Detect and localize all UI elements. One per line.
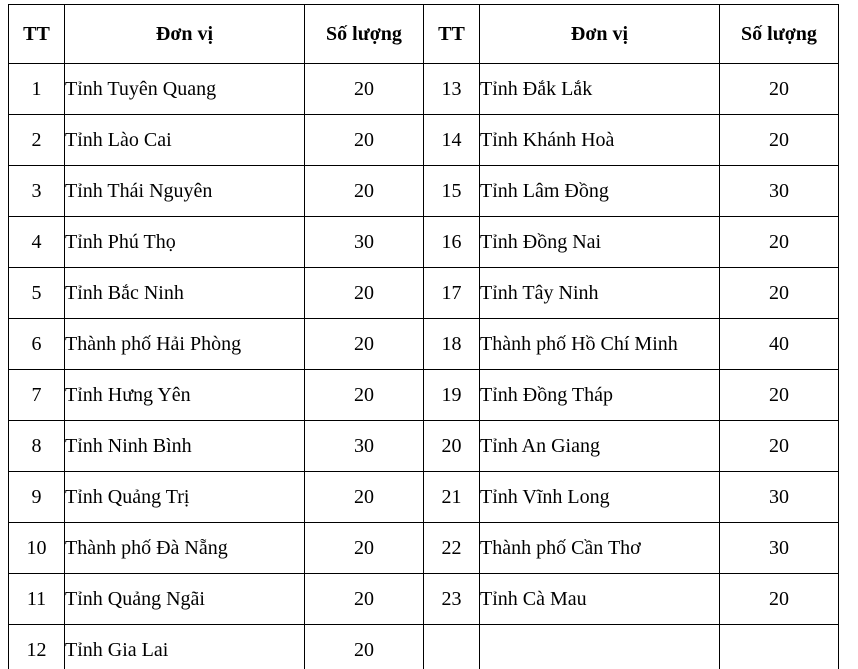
allocation-table bbox=[8, 4, 839, 669]
row-number-right: 13 bbox=[424, 64, 480, 115]
quantity-right bbox=[720, 625, 839, 669]
column-header-qty-right: Số lượng bbox=[720, 5, 839, 64]
quantity-left: 20 bbox=[305, 370, 424, 421]
table-row bbox=[9, 268, 839, 319]
unit-name-right: Tỉnh Vĩnh Long bbox=[480, 472, 720, 523]
table-row bbox=[9, 472, 839, 523]
unit-name-left: Tỉnh Hưng Yên bbox=[65, 370, 305, 421]
table-row bbox=[9, 64, 839, 115]
quantity-left: 20 bbox=[305, 64, 424, 115]
row-number-left: 7 bbox=[9, 370, 65, 421]
row-number-left: 4 bbox=[9, 217, 65, 268]
row-number-right: 20 bbox=[424, 421, 480, 472]
column-header-tt-left: TT bbox=[9, 5, 65, 64]
quantity-left: 20 bbox=[305, 319, 424, 370]
quantity-left: 20 bbox=[305, 166, 424, 217]
quantity-right: 30 bbox=[720, 523, 839, 574]
quantity-right: 30 bbox=[720, 472, 839, 523]
table-row bbox=[9, 166, 839, 217]
row-number-left: 8 bbox=[9, 421, 65, 472]
quantity-right: 20 bbox=[720, 268, 839, 319]
column-header-unit-right: Đơn vị bbox=[480, 5, 720, 64]
row-number-left: 2 bbox=[9, 115, 65, 166]
quantity-left: 20 bbox=[305, 574, 424, 625]
unit-name-left: Tỉnh Lào Cai bbox=[65, 115, 305, 166]
column-header-unit-left: Đơn vị bbox=[65, 5, 305, 64]
unit-name-right: Tỉnh Đắk Lắk bbox=[480, 64, 720, 115]
row-number-left: 5 bbox=[9, 268, 65, 319]
table-header-row bbox=[9, 5, 839, 64]
unit-name-left: Tỉnh Thái Nguyên bbox=[65, 166, 305, 217]
quantity-right: 20 bbox=[720, 574, 839, 625]
row-number-right: 17 bbox=[424, 268, 480, 319]
quantity-left: 30 bbox=[305, 421, 424, 472]
table-body bbox=[9, 64, 839, 669]
table-row bbox=[9, 370, 839, 421]
unit-name-right: Tỉnh An Giang bbox=[480, 421, 720, 472]
unit-name-right: Tỉnh Khánh Hoà bbox=[480, 115, 720, 166]
quantity-right: 20 bbox=[720, 115, 839, 166]
table-row bbox=[9, 574, 839, 625]
quantity-right: 20 bbox=[720, 370, 839, 421]
quantity-left: 20 bbox=[305, 268, 424, 319]
row-number-right: 16 bbox=[424, 217, 480, 268]
table-row bbox=[9, 319, 839, 370]
unit-name-right: Tỉnh Lâm Đồng bbox=[480, 166, 720, 217]
unit-name-right: Tỉnh Cà Mau bbox=[480, 574, 720, 625]
unit-name-right: Thành phố Cần Thơ bbox=[480, 523, 720, 574]
unit-name-right: Tỉnh Đồng Tháp bbox=[480, 370, 720, 421]
row-number-left: 10 bbox=[9, 523, 65, 574]
quantity-right: 40 bbox=[720, 319, 839, 370]
unit-name-left: Tỉnh Phú Thọ bbox=[65, 217, 305, 268]
row-number-right: 21 bbox=[424, 472, 480, 523]
quantity-right: 20 bbox=[720, 421, 839, 472]
unit-name-left: Tỉnh Ninh Bình bbox=[65, 421, 305, 472]
unit-name-left: Thành phố Hải Phòng bbox=[65, 319, 305, 370]
row-number-right: 23 bbox=[424, 574, 480, 625]
row-number-right: 19 bbox=[424, 370, 480, 421]
unit-name-left: Thành phố Đà Nẵng bbox=[65, 523, 305, 574]
column-header-qty-left: Số lượng bbox=[305, 5, 424, 64]
row-number-left: 1 bbox=[9, 64, 65, 115]
table-header bbox=[9, 5, 839, 64]
quantity-left: 30 bbox=[305, 217, 424, 268]
row-number-left: 12 bbox=[9, 625, 65, 669]
unit-name-right bbox=[480, 625, 720, 669]
table-row bbox=[9, 523, 839, 574]
quantity-left: 20 bbox=[305, 625, 424, 669]
unit-name-right: Tỉnh Đồng Nai bbox=[480, 217, 720, 268]
unit-name-right: Thành phố Hồ Chí Minh bbox=[480, 319, 720, 370]
unit-name-left: Tỉnh Bắc Ninh bbox=[65, 268, 305, 319]
table-row bbox=[9, 115, 839, 166]
table-row bbox=[9, 625, 839, 669]
quantity-right: 20 bbox=[720, 64, 839, 115]
row-number-right: 18 bbox=[424, 319, 480, 370]
unit-name-left: Tỉnh Quảng Ngãi bbox=[65, 574, 305, 625]
row-number-left: 3 bbox=[9, 166, 65, 217]
table-row bbox=[9, 421, 839, 472]
table-row bbox=[9, 217, 839, 268]
row-number-left: 9 bbox=[9, 472, 65, 523]
quantity-left: 20 bbox=[305, 472, 424, 523]
column-header-tt-right: TT bbox=[424, 5, 480, 64]
quantity-left: 20 bbox=[305, 115, 424, 166]
row-number-right: 22 bbox=[424, 523, 480, 574]
row-number-left: 11 bbox=[9, 574, 65, 625]
row-number-right bbox=[424, 625, 480, 669]
unit-name-left: Tỉnh Tuyên Quang bbox=[65, 64, 305, 115]
unit-name-left: Tỉnh Gia Lai bbox=[65, 625, 305, 669]
row-number-right: 15 bbox=[424, 166, 480, 217]
quantity-right: 30 bbox=[720, 166, 839, 217]
unit-name-left: Tỉnh Quảng Trị bbox=[65, 472, 305, 523]
row-number-left: 6 bbox=[9, 319, 65, 370]
row-number-right: 14 bbox=[424, 115, 480, 166]
quantity-left: 20 bbox=[305, 523, 424, 574]
unit-name-right: Tỉnh Tây Ninh bbox=[480, 268, 720, 319]
quantity-right: 20 bbox=[720, 217, 839, 268]
